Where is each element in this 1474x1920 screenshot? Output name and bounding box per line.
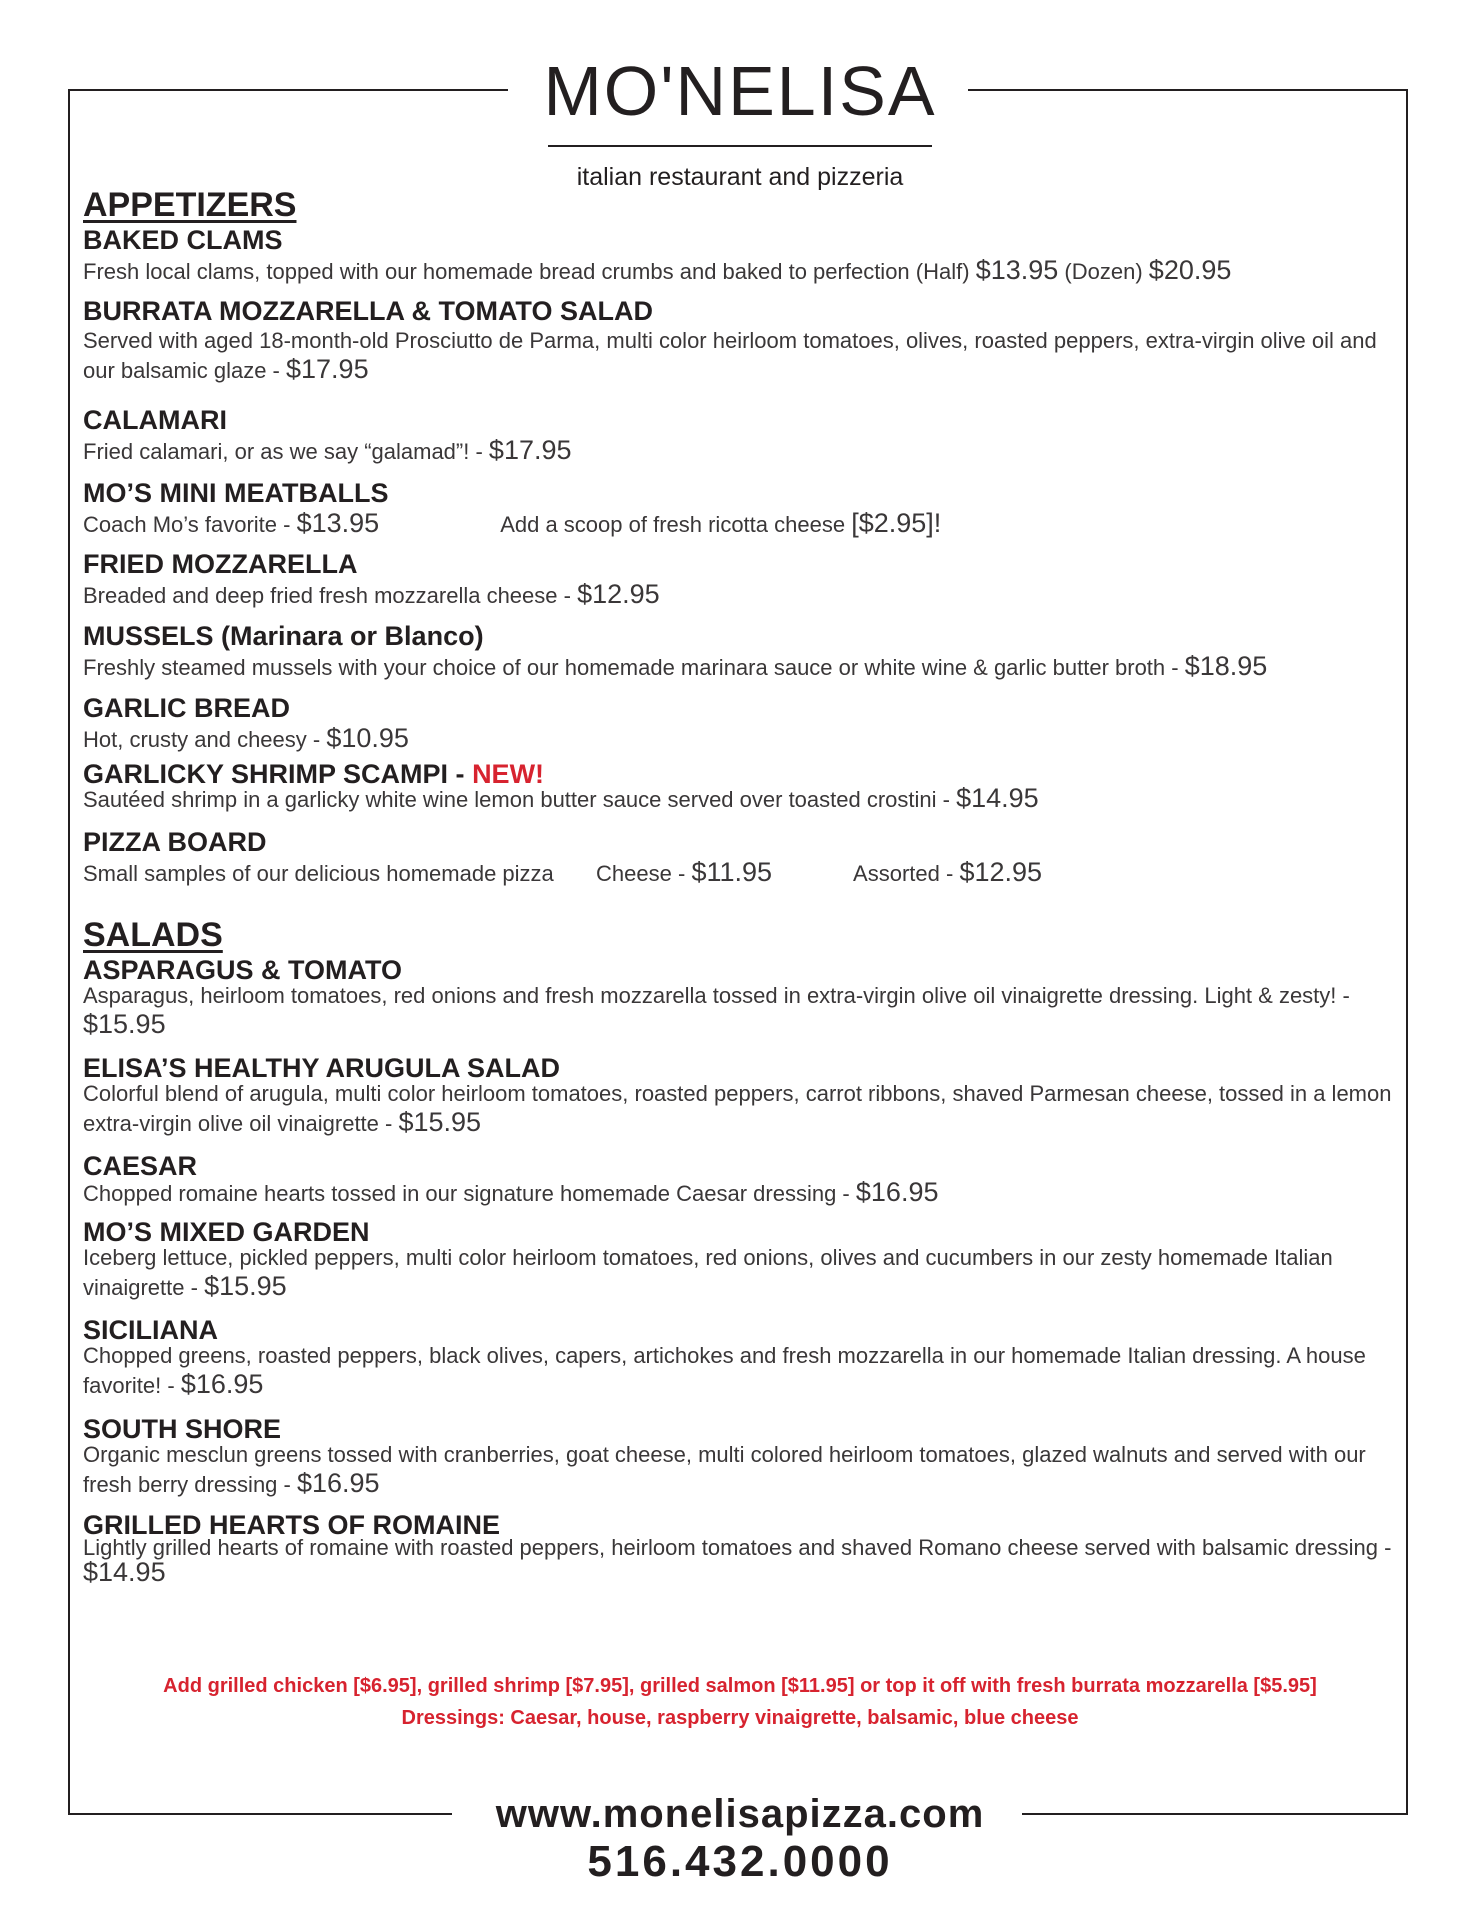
item-price: $13.95 bbox=[296, 508, 380, 538]
item-price-dozen: $20.95 bbox=[1148, 255, 1232, 285]
item-price: $14.95 bbox=[956, 783, 1039, 813]
new-badge: NEW! bbox=[472, 759, 545, 789]
item-description: Organic mesclun greens tossed with cranberries, goat cheese, multi colored heirloom tomatoes, glazed walnuts and served with our fresh berry dressing - $16.95 bbox=[83, 1442, 1366, 1498]
menu-item-arugula-salad bbox=[83, 1052, 1403, 1138]
menu-item-shrimp-scampi bbox=[83, 758, 1403, 814]
item-name: FRIED MOZZARELLA bbox=[83, 549, 358, 579]
item-description: Sautéed shrimp in a garlicky white wine lemon butter sauce served over toasted crostini - $14.95 bbox=[83, 783, 1039, 813]
menu-item-mixed-garden bbox=[83, 1216, 1403, 1302]
item-description: Asparagus, heirloom tomatoes, red onions and fresh mozzarella tossed in extra-virgin olive oil vinaigrette dressing. Light & zesty! - $15.95 bbox=[83, 983, 1350, 1039]
item-name: BAKED CLAMS bbox=[83, 225, 283, 255]
item-name: MO’S MIXED GARDEN bbox=[83, 1217, 370, 1247]
menu-item-mini-meatballs bbox=[83, 477, 1403, 539]
item-name: BURRATA MOZZARELLA & TOMATO SALAD bbox=[83, 296, 653, 326]
item-price-half: $13.95 bbox=[975, 255, 1059, 285]
item-name: MUSSELS (Marinara or Blanco) bbox=[83, 621, 484, 651]
section-title-salads: SALADS bbox=[83, 916, 223, 954]
item-description: Fried calamari, or as we say “galamad”! - $17.95 bbox=[83, 435, 572, 465]
item-name: GRILLED HEARTS OF ROMAINE bbox=[83, 1510, 500, 1540]
logo-divider bbox=[548, 145, 932, 147]
item-description: Colorful blend of arugula, multi color heirloom tomatoes, roasted peppers, carrot ribbons, shaved Parmesan cheese, tossed in a lemon extra-virgin olive oil vinaigrette - $15.95 bbox=[83, 1081, 1392, 1137]
item-name: CAESAR bbox=[83, 1151, 198, 1181]
item-addon-price: [$2.95]! bbox=[851, 508, 942, 538]
item-name: SICILIANA bbox=[83, 1315, 218, 1345]
item-price: $15.95 bbox=[398, 1107, 482, 1137]
item-name: PIZZA BOARD bbox=[83, 827, 267, 857]
phone-number[interactable]: 516.432.0000 bbox=[587, 1837, 893, 1886]
addon-proteins: Add grilled chicken [$6.95], grilled shrimp [$7.95], grilled salmon [$11.95] or top it off with fresh burrata mozzarella [$5.95] bbox=[163, 1675, 1317, 1697]
item-description: Lightly grilled hearts of romaine with roasted peppers, heirloom tomatoes and shaved Romano cheese served with balsamic dressing - $14.95 bbox=[83, 1535, 1392, 1587]
menu-item-fried-mozzarella bbox=[83, 548, 1403, 610]
item-price: $16.95 bbox=[855, 1177, 939, 1207]
menu-item-pizza-board bbox=[83, 826, 1403, 888]
item-price: $10.95 bbox=[326, 723, 409, 753]
item-description: Chopped greens, roasted peppers, black olives, capers, artichokes and fresh mozzarella in our homemade Italian dressing. A house favorite! - $16.95 bbox=[83, 1343, 1366, 1399]
item-price: $18.95 bbox=[1184, 651, 1268, 681]
menu-item-baked-clams bbox=[83, 224, 1403, 286]
menu-item-mussels bbox=[83, 620, 1403, 682]
item-name: SOUTH SHORE bbox=[83, 1414, 282, 1444]
item-name: CALAMARI bbox=[83, 405, 227, 435]
item-name: ELISA’S HEALTHY ARUGULA SALAD bbox=[83, 1053, 561, 1083]
item-addon: Add a scoop of fresh ricotta cheese bbox=[500, 512, 846, 537]
menu-item-asparagus-tomato bbox=[83, 954, 1403, 1040]
salad-addons bbox=[70, 1670, 1410, 1734]
website-link[interactable]: www.monelisapizza.com bbox=[495, 1792, 985, 1836]
item-description: Coach Mo’s favorite - $13.95 Add a scoop of fresh ricotta cheese [$2.95]! bbox=[83, 508, 942, 538]
menu-item-hearts-of-romaine bbox=[83, 1509, 1403, 1586]
item-price-cheese: $11.95 bbox=[691, 857, 773, 887]
salads-section bbox=[83, 916, 223, 954]
menu-item-caesar bbox=[83, 1150, 1403, 1208]
item-description: Freshly steamed mussels with your choice of our homemade marinara sauce or white wine & garlic butter broth - $18.95 bbox=[83, 651, 1268, 681]
menu-item-siciliana bbox=[83, 1314, 1403, 1400]
item-description: Served with aged 18-month-old Prosciutto de Parma, multi color heirloom tomatoes, olives, roasted peppers, extra-virgin olive oil and our balsamic glaze - $17.95 bbox=[83, 328, 1377, 384]
item-name: MO’S MINI MEATBALLS bbox=[83, 478, 389, 508]
menu-item-calamari bbox=[83, 404, 1403, 466]
item-price: $14.95 bbox=[83, 1557, 166, 1587]
item-description: Iceberg lettuce, pickled peppers, multi color heirloom tomatoes, red onions, olives and cucumbers in our zesty homemade Italian vinaigrette - $15.95 bbox=[83, 1245, 1333, 1301]
item-description: Chopped romaine hearts tossed in our signature homemade Caesar dressing - $16.95 bbox=[83, 1177, 939, 1207]
item-price: $12.95 bbox=[577, 579, 660, 609]
item-price: $17.95 bbox=[286, 354, 369, 384]
item-description: Small samples of our delicious homemade pizza Cheese - $11.95 Assorted - $12.95 bbox=[83, 857, 1043, 887]
item-description: Fresh local clams, topped with our homemade bread crumbs and baked to perfection (Half) $13.95 (Dozen) $20.95 bbox=[83, 255, 1232, 285]
menu-item-south-shore bbox=[83, 1413, 1403, 1499]
item-price-assorted: $12.95 bbox=[959, 857, 1043, 887]
appetizers-section bbox=[83, 186, 296, 224]
item-price: $17.95 bbox=[488, 435, 572, 465]
item-description: Breaded and deep fried fresh mozzarella cheese - $12.95 bbox=[83, 579, 660, 609]
menu-item-garlic-bread bbox=[83, 692, 1403, 754]
item-name: ASPARAGUS & TOMATO bbox=[83, 955, 403, 985]
item-price: $15.95 bbox=[83, 1009, 166, 1039]
section-title-appetizers: APPETIZERS bbox=[83, 186, 297, 224]
restaurant-logo: MO'NELISA bbox=[543, 52, 937, 130]
item-description: Hot, crusty and cheesy - $10.95 bbox=[83, 723, 409, 753]
tagline: italian restaurant and pizzeria bbox=[576, 163, 904, 191]
item-name: GARLICKY SHRIMP SCAMPI - NEW! bbox=[83, 759, 545, 789]
item-price: $16.95 bbox=[296, 1468, 380, 1498]
item-price: $15.95 bbox=[204, 1271, 287, 1301]
item-price: $16.95 bbox=[180, 1369, 264, 1399]
menu-item-burrata bbox=[83, 295, 1403, 385]
addon-dressings: Dressings: Caesar, house, raspberry vinaigrette, balsamic, blue cheese bbox=[401, 1707, 1079, 1729]
item-name: GARLIC BREAD bbox=[83, 693, 290, 723]
